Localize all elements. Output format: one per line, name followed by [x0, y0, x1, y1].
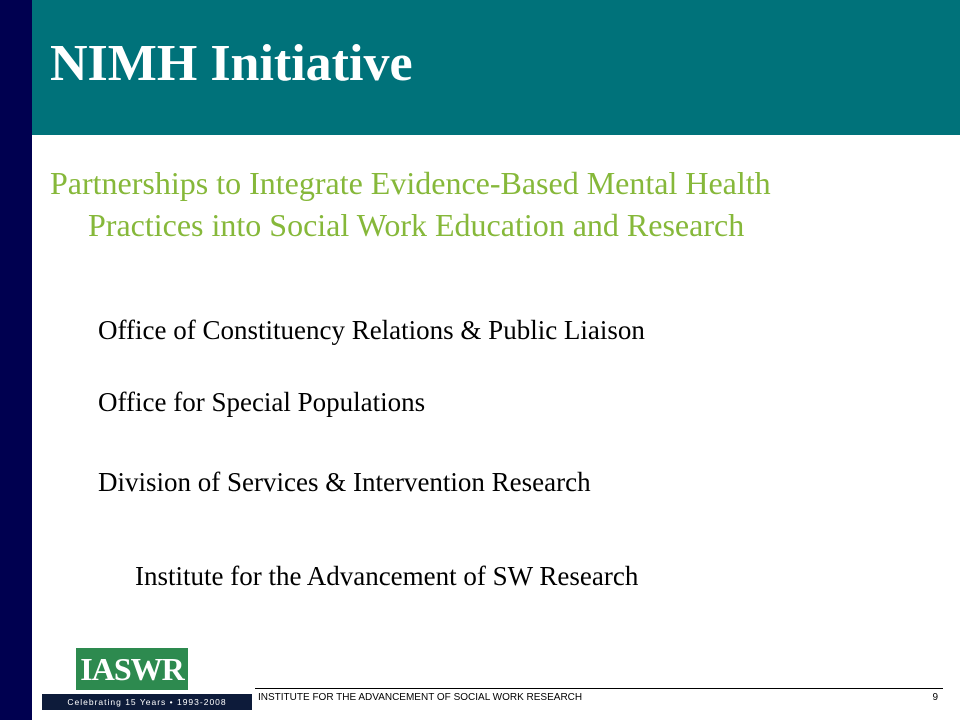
slide-title: NIMH Initiative	[50, 35, 413, 92]
footer-divider	[255, 688, 943, 689]
subtitle-line-1: Partnerships to Integrate Evidence-Based Mental Health	[50, 165, 771, 201]
partner-item: Institute for the Advancement of SW Research	[135, 561, 639, 591]
iaswr-logo	[42, 648, 252, 710]
slide-subtitle	[50, 162, 910, 246]
partner-item: Office of Constituency Relations & Public Liaison	[98, 315, 645, 345]
partner-item: Division of Services & Intervention Research	[98, 467, 591, 497]
subtitle-line-2: Practices into Social Work Education and Research	[88, 207, 745, 243]
logo-tagline: Celebrating 15 Years • 1993-2008	[42, 694, 252, 710]
logo-wordmark: IASWR	[76, 648, 188, 690]
partner-item: Office for Special Populations	[98, 387, 426, 417]
footer-organization: INSTITUTE FOR THE ADVANCEMENT OF SOCIAL WORK RESEARCH	[258, 692, 583, 703]
left-accent-bar	[0, 0, 32, 720]
page-number: 9	[932, 692, 938, 703]
